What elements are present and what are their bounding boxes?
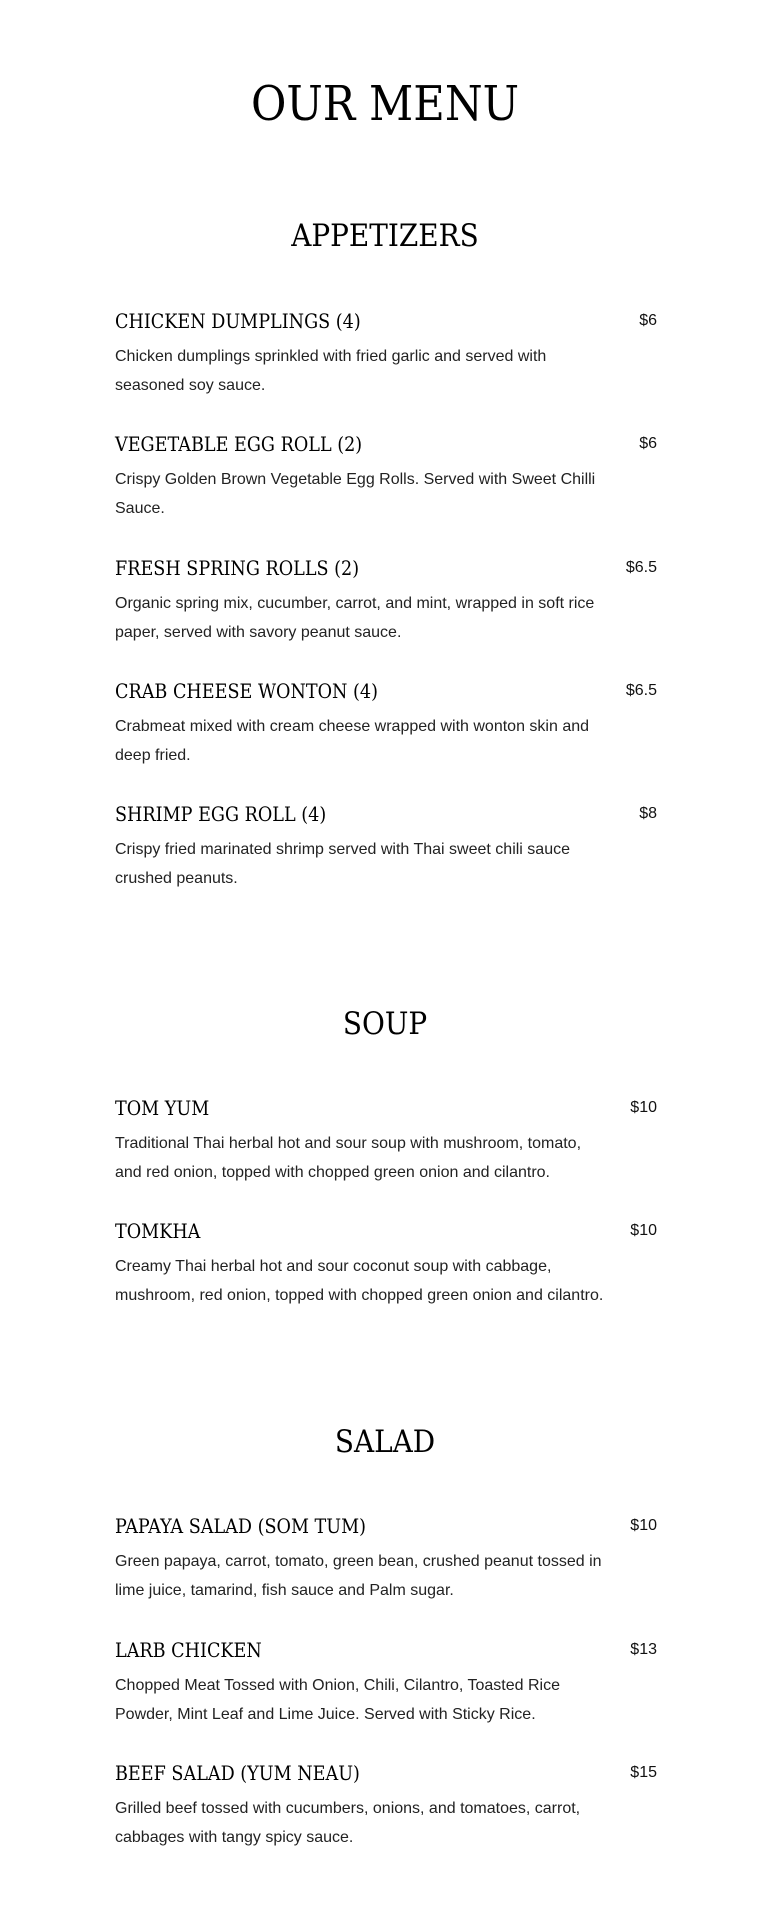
menu-item	[115, 1093, 657, 1187]
section-appetizers	[0, 216, 770, 256]
menu-item	[115, 429, 657, 523]
item-description: Grilled beef tossed with cucumbers, onions, and tomatoes, carrot, cabbages with tangy spicy sauce.	[115, 1800, 581, 1846]
item-price: $10	[630, 1222, 657, 1239]
item-description: Organic spring mix, cucumber, carrot, and mint, wrapped in soft rice paper, served with savory peanut sauce.	[115, 595, 595, 641]
item-name: SHRIMP EGG ROLL (4)	[115, 802, 327, 826]
item-description: Traditional Thai herbal hot and sour soup with mushroom, tomato, and red onion, topped with chopped green onion and cilantro.	[115, 1135, 582, 1181]
item-name: CRAB CHEESE WONTON (4)	[115, 679, 378, 703]
menu-item	[115, 1511, 657, 1605]
menu-item	[115, 1635, 657, 1729]
item-header	[115, 553, 657, 583]
section-soup	[0, 1004, 770, 1044]
item-name: TOMKHA	[115, 1219, 201, 1243]
item-header	[115, 1093, 657, 1123]
item-description: Creamy Thai herbal hot and sour coconut soup with cabbage, mushroom, red onion, topped with chopped green onion and cilantro.	[115, 1258, 604, 1304]
item-name: FRESH SPRING ROLLS (2)	[115, 556, 360, 580]
section-title: SOUP	[342, 1006, 428, 1042]
item-price: $10	[630, 1517, 657, 1534]
item-name: TOM YUM	[115, 1096, 210, 1120]
section-title: SALAD	[334, 1424, 436, 1460]
item-name: VEGETABLE EGG ROLL (2)	[115, 432, 363, 456]
item-name: PAPAYA SALAD (SOM TUM)	[115, 1514, 367, 1538]
item-header	[115, 1216, 657, 1246]
item-description: Green papaya, carrot, tomato, green bean, crushed peanut tossed in lime juice, tamarind, fish sauce and Palm sugar.	[115, 1553, 602, 1599]
menu-item	[115, 799, 657, 893]
item-description: Crabmeat mixed with cream cheese wrapped with wonton skin and deep fried.	[115, 718, 590, 764]
item-header	[115, 799, 657, 829]
menu-item	[115, 676, 657, 770]
item-price: $15	[630, 1764, 657, 1781]
item-price: $6	[639, 435, 657, 452]
item-price: $6.5	[625, 559, 657, 576]
item-price: $8	[639, 805, 657, 822]
menu-item	[115, 1758, 657, 1852]
item-description: Chicken dumplings sprinkled with fried garlic and served with seasoned soy sauce.	[115, 348, 547, 394]
item-header	[115, 676, 657, 706]
menu-item	[115, 1216, 657, 1310]
item-description: Crispy Golden Brown Vegetable Egg Rolls. Served with Sweet Chilli Sauce.	[115, 471, 596, 517]
menu-item	[115, 553, 657, 647]
item-description: Chopped Meat Tossed with Onion, Chili, Cilantro, Toasted Rice Powder, Mint Leaf and Lime Juice. Served with Sticky Rice.	[115, 1677, 560, 1723]
item-header	[115, 1511, 657, 1541]
page-title: OUR MENU	[250, 76, 520, 132]
item-header	[115, 1758, 657, 1788]
item-description: Crispy fried marinated shrimp served with Thai sweet chili sauce crushed peanuts.	[115, 841, 570, 887]
item-price: $13	[630, 1641, 657, 1658]
item-name: CHICKEN DUMPLINGS (4)	[115, 309, 361, 333]
item-price: $6.5	[625, 682, 657, 699]
item-price: $6	[639, 312, 657, 329]
item-name: BEEF SALAD (YUM NEAU)	[115, 1761, 360, 1785]
item-header	[115, 1635, 657, 1665]
menu-item	[115, 306, 657, 400]
item-price: $10	[630, 1099, 657, 1116]
item-header	[115, 306, 657, 336]
section-salad	[0, 1422, 770, 1462]
section-title: APPETIZERS	[291, 218, 479, 254]
item-header	[115, 429, 657, 459]
item-name: LARB CHICKEN	[115, 1638, 262, 1662]
